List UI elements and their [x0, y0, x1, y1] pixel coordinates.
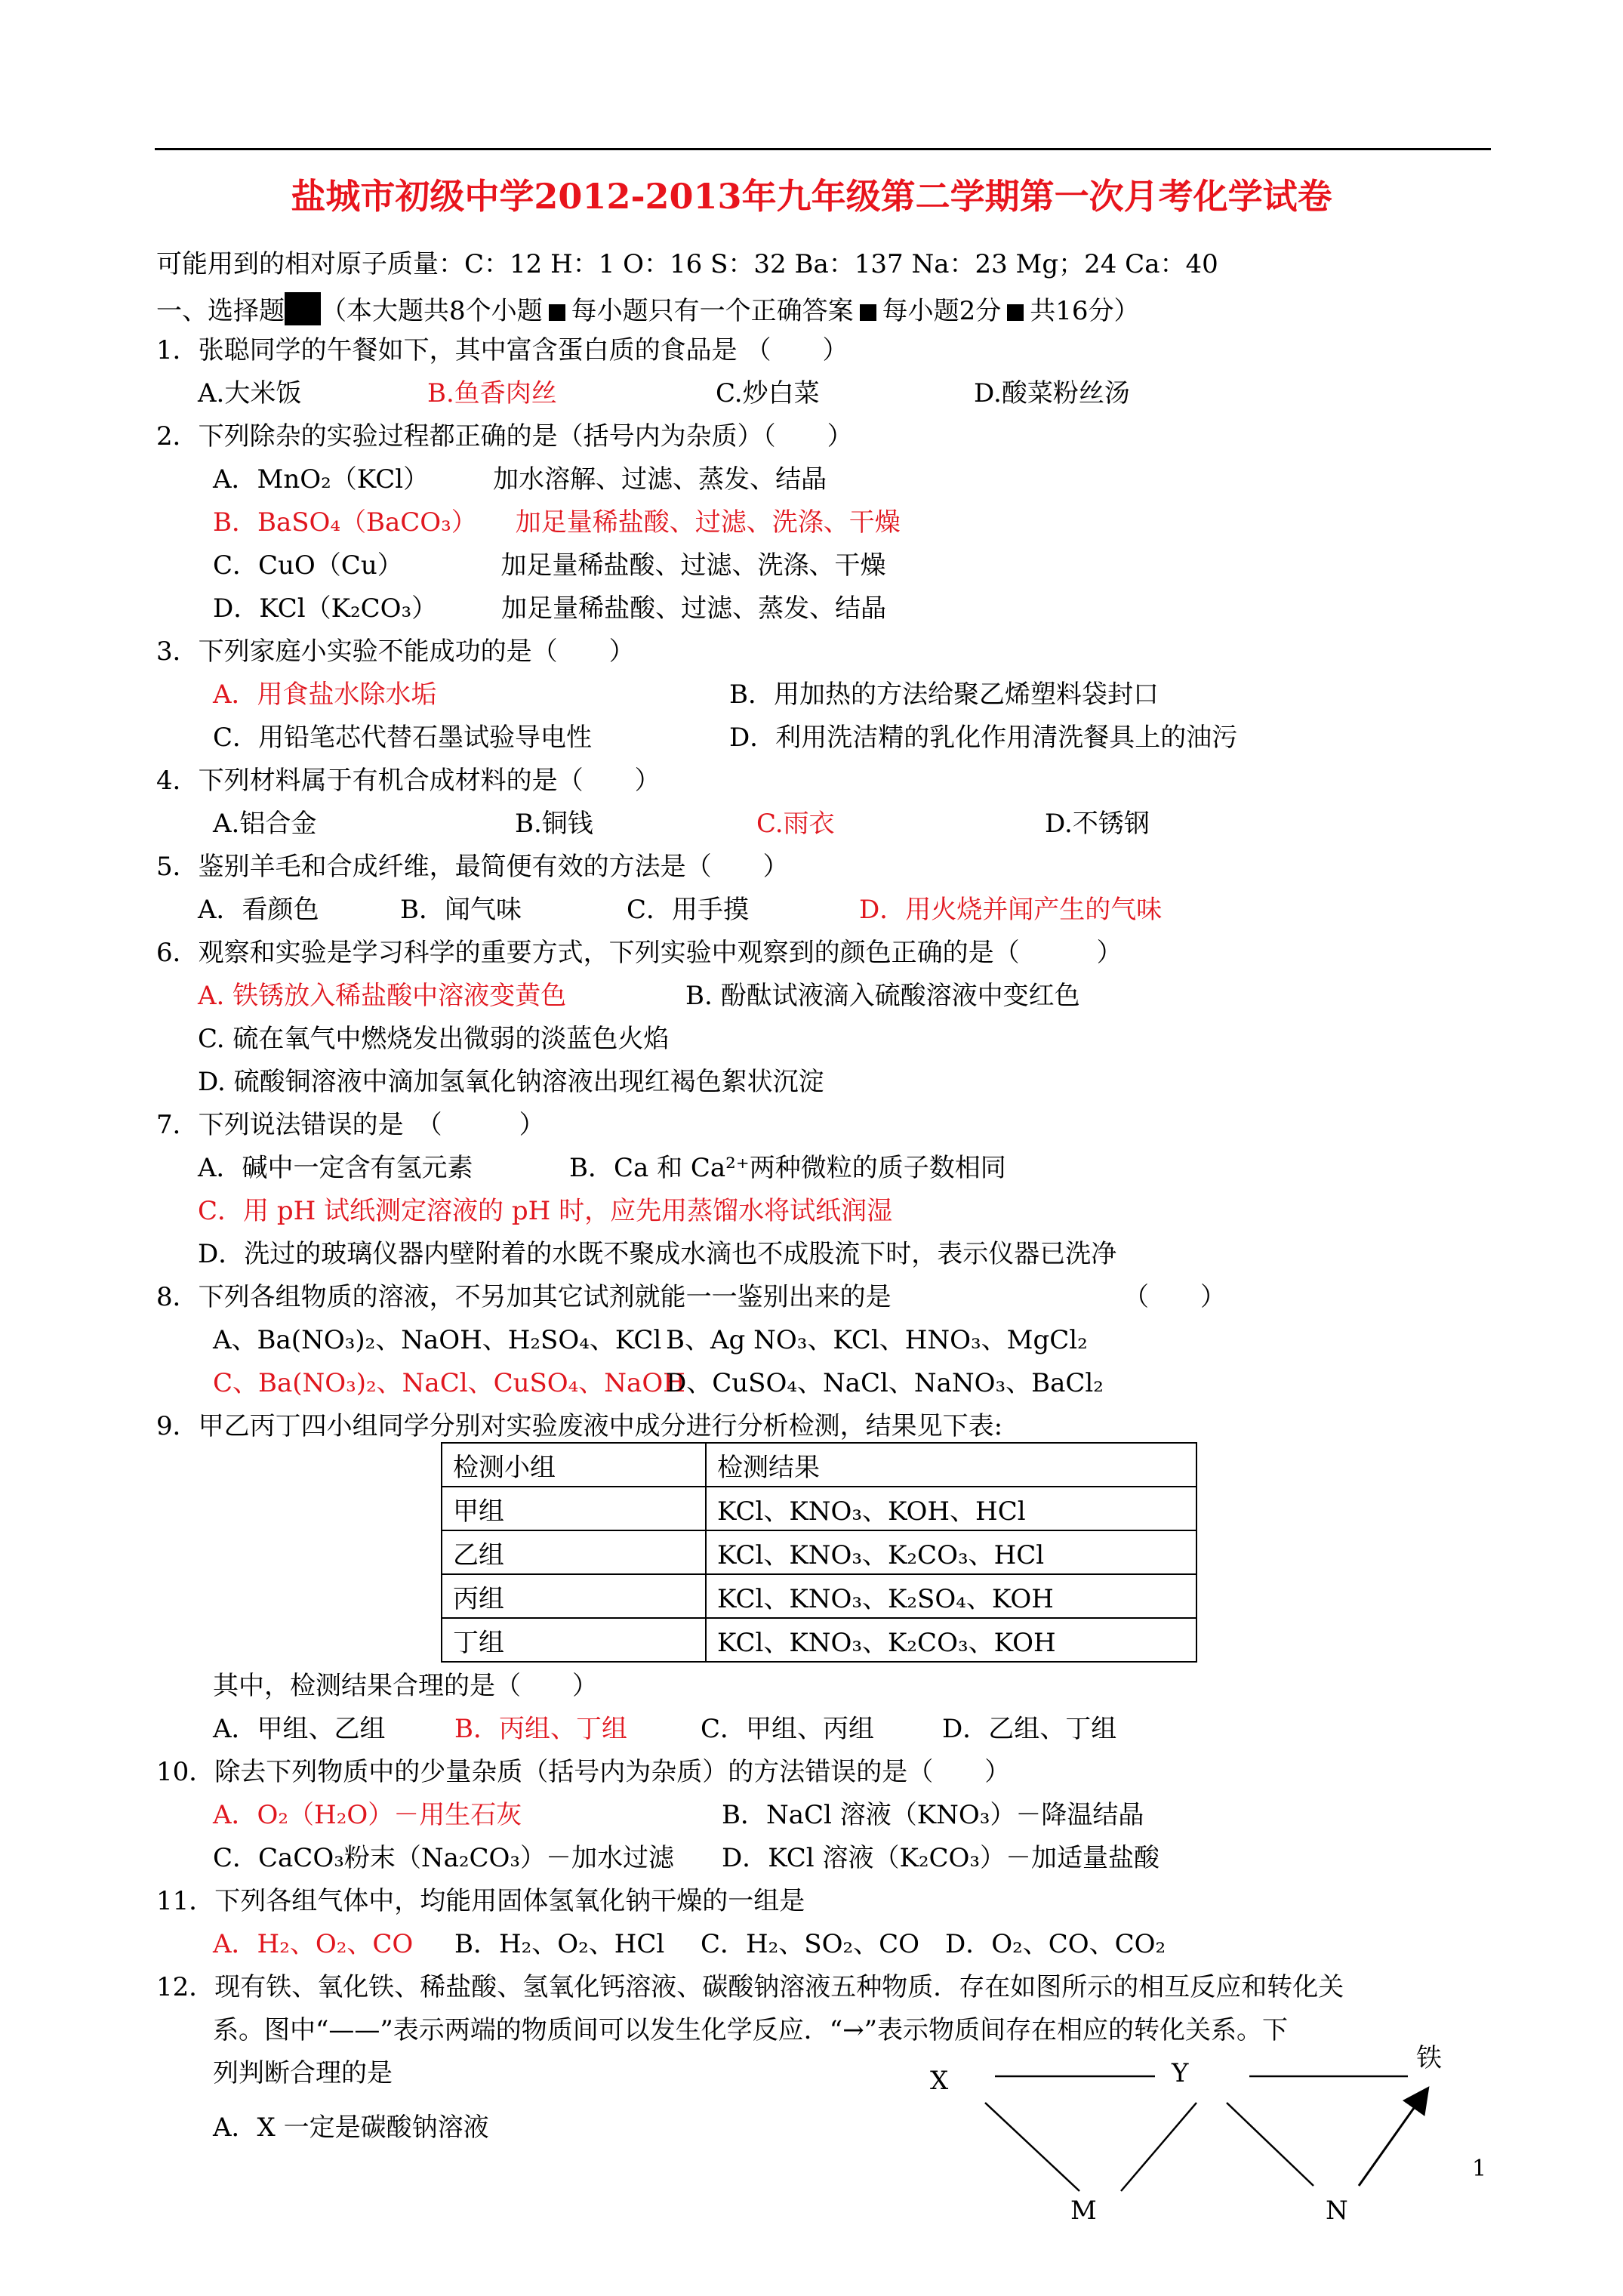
q5-option-d: D．用火烧并闻产生的气味	[859, 895, 1163, 925]
table-row	[442, 1574, 1196, 1618]
q11-option-b: B．H₂、O₂、HCl	[454, 1929, 665, 1959]
question-9-stem: 9．甲乙丙丁四小组同学分别对实验废液中成分进行分析检测，结果见下表:	[156, 1411, 1003, 1441]
q7-option-d: D．洗过的玻璃仪器内壁附着的水既不聚成水滴也不成股流下时，表示仪器已洗净	[198, 1239, 1117, 1269]
q11-option-c: C．H₂、SO₂、CO	[701, 1929, 919, 1959]
y-m-reaction-line	[1121, 2103, 1196, 2191]
q2-option-c: C．CuO（Cu） 加足量稀盐酸、过滤、洗涤、干燥	[213, 550, 886, 581]
y-n-reaction-line	[1227, 2103, 1313, 2186]
q1-option-d: D.酸菜粉丝汤	[974, 378, 1130, 408]
q1-option-c: C.炒白菜	[716, 378, 820, 408]
q9-results-table	[441, 1442, 1197, 1663]
table-cell: 丙组	[442, 1574, 706, 1618]
q3-option-c: C．用铅笔芯代替石墨试验导电性	[213, 723, 593, 753]
q9-option-d: D．乙组、丁组	[942, 1714, 1117, 1744]
q2-option-d: D．KCl（K₂CO₃） 加足量稀盐酸、过滤、蒸发、结晶	[213, 593, 887, 624]
q12-option-a: A．X 一定是碳酸钠溶液	[213, 2113, 489, 2143]
section-part-a: （本大题共8个小题	[321, 296, 543, 326]
q3-option-a: A．用食盐水除水垢	[213, 680, 437, 710]
question-12-line-1: 12．现有铁、氧化铁、稀盐酸、氢氧化钙溶液、碳酸钠溶液五种物质．存在如图所示的相互反应和转化关	[156, 1972, 1344, 2002]
question-12-line-2: 系。图中“——”表示两端的物质间可以发生化学反应．“→”表示物质间存在相应的转化关系。下	[213, 2015, 1289, 2045]
node-y-label: Y	[1172, 2058, 1189, 2088]
q8-answer-paren: （ ）	[1123, 1282, 1226, 1312]
q7-option-b: B．Ca 和 Ca²⁺两种微粒的质子数相同	[569, 1153, 1006, 1183]
table-row	[442, 1618, 1196, 1662]
table-header-cell: 检测结果	[706, 1443, 1196, 1487]
q10-option-b: B．NaCl 溶液（KNO₃）－降温结晶	[722, 1800, 1144, 1830]
table-cell: 丁组	[442, 1618, 706, 1662]
q10-option-a: A．O₂（H₂O）－用生石灰	[213, 1800, 522, 1830]
q11-option-a: A．H₂、O₂、CO	[213, 1929, 414, 1959]
q7-option-a: A．碱中一定含有氢元素	[198, 1153, 473, 1183]
q4-option-b: B.铜钱	[515, 809, 593, 839]
q1-option-b: B.鱼香肉丝	[427, 378, 557, 408]
table-cell: KCl、KNO₃、K₂CO₃、KOH	[706, 1618, 1196, 1662]
q1-option-a: A.大米饭	[198, 378, 302, 408]
q3-option-d: D．利用洗洁精的乳化作用清洗餐具上的油污	[729, 723, 1238, 753]
q9-after-text: 其中，检测结果合理的是（ ）	[213, 1671, 598, 1701]
table-cell: KCl、KNO₃、KOH、HCl	[706, 1487, 1196, 1530]
question-11-stem: 11．下列各组气体中，均能用固体氢氧化钠干燥的一组是	[156, 1886, 805, 1916]
question-10-stem: 10．除去下列物质中的少量杂质（括号内为杂质）的方法错误的是（ ）	[156, 1757, 1011, 1787]
question-4-stem: 4．下列材料属于有机合成材料的是（ ）	[156, 766, 661, 796]
table-header-cell: 检测小组	[442, 1443, 706, 1487]
q5-option-c: C．用手摸	[627, 895, 750, 925]
question-5-stem: 5．鉴别羊毛和合成纤维，最简便有效的方法是（ ）	[156, 852, 789, 882]
q9-option-c: C．甲组、丙组	[701, 1714, 875, 1744]
section-part-d: 共16分）	[1030, 296, 1140, 326]
exam-title: 盐城市初级中学2012-2013年九年级第二学期第一次月考化学试卷	[291, 176, 1332, 217]
table-cell: KCl、KNO₃、K₂SO₄、KOH	[706, 1574, 1196, 1618]
redaction-block	[285, 292, 321, 325]
q4-option-c: C.雨衣	[756, 809, 835, 839]
table-row	[442, 1487, 1196, 1530]
q5-option-a: A．看颜色	[198, 895, 319, 925]
q8-option-b: B、Ag NO₃、KCl、HNO₃、MgCl₂	[666, 1325, 1088, 1355]
question-7-stem: 7．下列说法错误的是 （ ）	[156, 1110, 545, 1140]
q6-option-d: D. 硫酸铜溶液中滴加氢氧化钠溶液出现红褐色絮状沉淀	[198, 1067, 824, 1097]
question-12-line-3: 列判断合理的是	[213, 2058, 393, 2088]
question-3-stem: 3．下列家庭小实验不能成功的是（ ）	[156, 636, 635, 667]
q6-option-c: C. 硫在氧气中燃烧发出微弱的淡蓝色火焰	[198, 1024, 670, 1054]
section-part-b: 每小题只有一个正确答案	[571, 296, 854, 326]
x-m-reaction-line	[985, 2103, 1079, 2191]
q3-option-b: B．用加热的方法给聚乙烯塑料袋封口	[729, 680, 1159, 710]
node-n-label: N	[1326, 2196, 1348, 2226]
question-6-stem: 6．观察和实验是学习科学的重要方式，下列实验中观察到的颜色正确的是（ ）	[156, 938, 1123, 968]
q8-option-c: C、Ba(NO₃)₂、NaCl、CuSO₄、NaOH	[213, 1368, 685, 1398]
node-m-label: M	[1070, 2196, 1097, 2226]
q8-option-d: D、CuSO₄、NaCl、NaNO₃、BaCl₂	[666, 1368, 1104, 1398]
table-cell: KCl、KNO₃、K₂CO₃、HCl	[706, 1530, 1196, 1574]
question-8-stem: 8．下列各组物质的溶液，不另加其它试剂就能一一鉴别出来的是	[156, 1282, 892, 1312]
n-to-iron-arrow	[1359, 2090, 1427, 2186]
q4-option-d: D.不锈钢	[1045, 809, 1150, 839]
q2-option-b: B．BaSO₄（BaCO₃） 加足量稀盐酸、过滤、洗涤、干燥	[213, 507, 901, 538]
section-heading	[156, 292, 1140, 326]
header-rule	[155, 148, 1491, 150]
q7-option-c: C．用 pH 试纸测定溶液的 pH 时，应先用蒸馏水将试纸润湿	[198, 1196, 893, 1226]
q10-option-d: D．KCl 溶液（K₂CO₃）－加适量盐酸	[722, 1843, 1160, 1873]
question-1-stem: 1．张聪同学的午餐如下，其中富含蛋白质的食品是 （ ）	[156, 335, 848, 365]
table-cell: 乙组	[442, 1530, 706, 1574]
q9-option-b: B．丙组、丁组	[454, 1714, 627, 1744]
section-prefix: 一、选择题	[156, 296, 285, 326]
q9-option-a: A．甲组、乙组	[213, 1714, 386, 1744]
atomic-mass-line: 可能用到的相对原子质量：C：12 H：1 O：16 S：32 Ba：137 Na：23 Mg；24 Ca：40	[156, 249, 1218, 279]
q6-option-a: A. 铁锈放入稀盐酸中溶液变黄色	[198, 981, 567, 1011]
square-mark	[1007, 304, 1024, 321]
q6-option-b: B. 酚酞试液滴入硫酸溶液中变红色	[685, 981, 1080, 1011]
node-x-label: X	[930, 2066, 949, 2096]
q5-option-b: B．闻气味	[400, 895, 522, 925]
q12-relation-diagram	[906, 2023, 1495, 2242]
table-cell: 甲组	[442, 1487, 706, 1530]
square-mark	[549, 304, 565, 321]
q4-option-a: A.铝合金	[213, 809, 317, 839]
question-2-stem: 2．下列除杂的实验过程都正确的是（括号内为杂质）（ ）	[156, 421, 853, 451]
table-row	[442, 1530, 1196, 1574]
table-header-row	[442, 1443, 1196, 1487]
q8-option-a: A、Ba(NO₃)₂、NaOH、H₂SO₄、KCl	[213, 1325, 662, 1355]
node-iron-label: 铁	[1416, 2043, 1442, 2073]
q11-option-d: D．O₂、CO、CO₂	[945, 1929, 1166, 1959]
page-number: 1	[1472, 2156, 1487, 2182]
q10-option-c: C．CaCO₃粉末（Na₂CO₃）－加水过滤	[213, 1843, 674, 1873]
square-mark	[860, 304, 876, 321]
q2-option-a: A．MnO₂（KCl） 加水溶解、过滤、蒸发、结晶	[213, 464, 827, 495]
section-part-c: 每小题2分	[882, 296, 1002, 326]
